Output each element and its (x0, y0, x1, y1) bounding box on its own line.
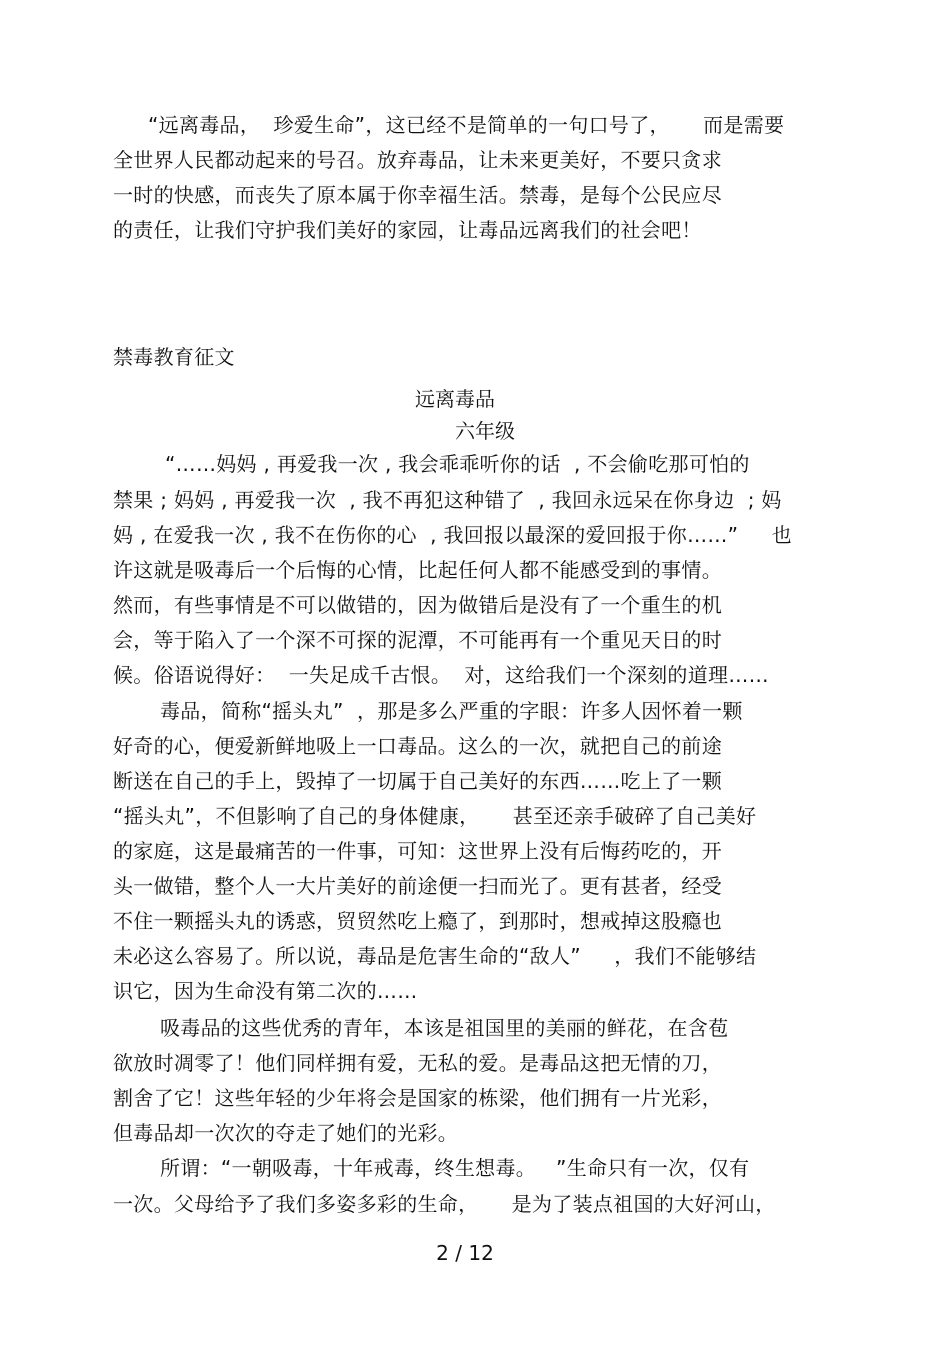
body-line-11: “摇头丸”，不但影响了自己的身体健康， 甚至还亲手破碎了自己美好 (113, 804, 757, 828)
body-line-1: “……妈妈 , 再爱我一次 , 我会乖乖听你的话 , 不会偷吃那可怕的 (165, 452, 750, 476)
body-line-22: 一次。父母给予了我们多姿多彩的生命， 是为了装点祖国的大好河山， (113, 1192, 776, 1216)
body-line-19: 割舍了它！这些年轻的少年将会是国家的栋梁，他们拥有一片光彩， (113, 1086, 722, 1110)
body-line-13: 头一做错，整个人一大片美好的前途便一扫而光了。更有甚者，经受 (113, 874, 722, 898)
body-line-2: 禁果 ; 妈妈 , 再爱我一次 , 我不再犯这种错了 , 我回永远呆在你身边 ; 妈 (113, 488, 782, 512)
page-number: 2 / 12 (436, 1241, 494, 1265)
body-line-6: 会，等于陷入了一个深不可探的泥潭，不可能再有一个重见天日的时 (113, 628, 722, 652)
body-line-5: 然而，有些事情是不可以做错的，因为做错后是没有了一个重生的机 (113, 593, 722, 617)
intro-line-2: 全世界人民都动起来的号召。放弃毒品，让未来更美好，不要只贪求 (113, 148, 722, 172)
body-line-4: 许这就是吸毒后一个后悔的心情，比起任何人都不能感受到的事情。 (113, 558, 722, 582)
essay-title: 远离毒品 (415, 387, 495, 411)
essay-grade: 六年级 (455, 419, 515, 443)
body-line-18: 欲放时凋零了！他们同样拥有爱，无私的爱。是毒品这把无情的刀， (113, 1051, 722, 1075)
intro-line-1: “远离毒品， 珍爱生命”，这已经不是简单的一句口号了， 而是需要 (148, 113, 785, 137)
body-line-17: 吸毒品的这些优秀的青年，本该是祖国里的美丽的鲜花，在含苞 (160, 1016, 729, 1040)
body-line-12: 的家庭，这是最痛苦的一件事，可知：这世界上没有后悔药吃的，开 (113, 839, 722, 863)
body-line-21: 所谓：“一朝吸毒，十年戒毒，终生想毒。 ”生命只有一次，仅有 (160, 1156, 750, 1180)
body-line-7: 候。俗语说得好： 一失足成千古恨。 对，这给我们一个深刻的道理…… (113, 663, 769, 687)
body-line-8: 毒品，简称“摇头丸” ，那是多么严重的字眼：许多人因怀着一颗 (160, 699, 743, 723)
intro-line-3: 一时的快感，而丧失了原本属于你幸福生活。禁毒，是每个公民应尽 (113, 183, 722, 207)
body-line-16: 识它，因为生命没有第二次的…… (113, 979, 418, 1003)
section-label: 禁毒教育征文 (113, 345, 235, 369)
body-line-3: 妈 , 在爱我一次 , 我不在伤你的心 , 我回报以最深的爱回报于你……” 也 (113, 523, 792, 547)
body-line-9: 好奇的心，便爱新鲜地吸上一口毒品。这么的一次，就把自己的前途 (113, 734, 722, 758)
body-line-20: 但毒品却一次次的夺走了她们的光彩。 (113, 1121, 459, 1145)
body-line-10: 断送在自己的手上，毁掉了一切属于自己美好的东西……吃上了一颗 (113, 769, 722, 793)
body-line-14: 不住一颗摇头丸的诱惑，贸贸然吃上瘾了，到那时，想戒掉这股瘾也 (113, 909, 722, 933)
body-line-15: 未必这么容易了。所以说，毒品是危害生命的“敌人” ，我们不能够结 (113, 944, 757, 968)
intro-line-4: 的责任，让我们守护我们美好的家园，让毒品远离我们的社会吧！ (113, 218, 702, 242)
